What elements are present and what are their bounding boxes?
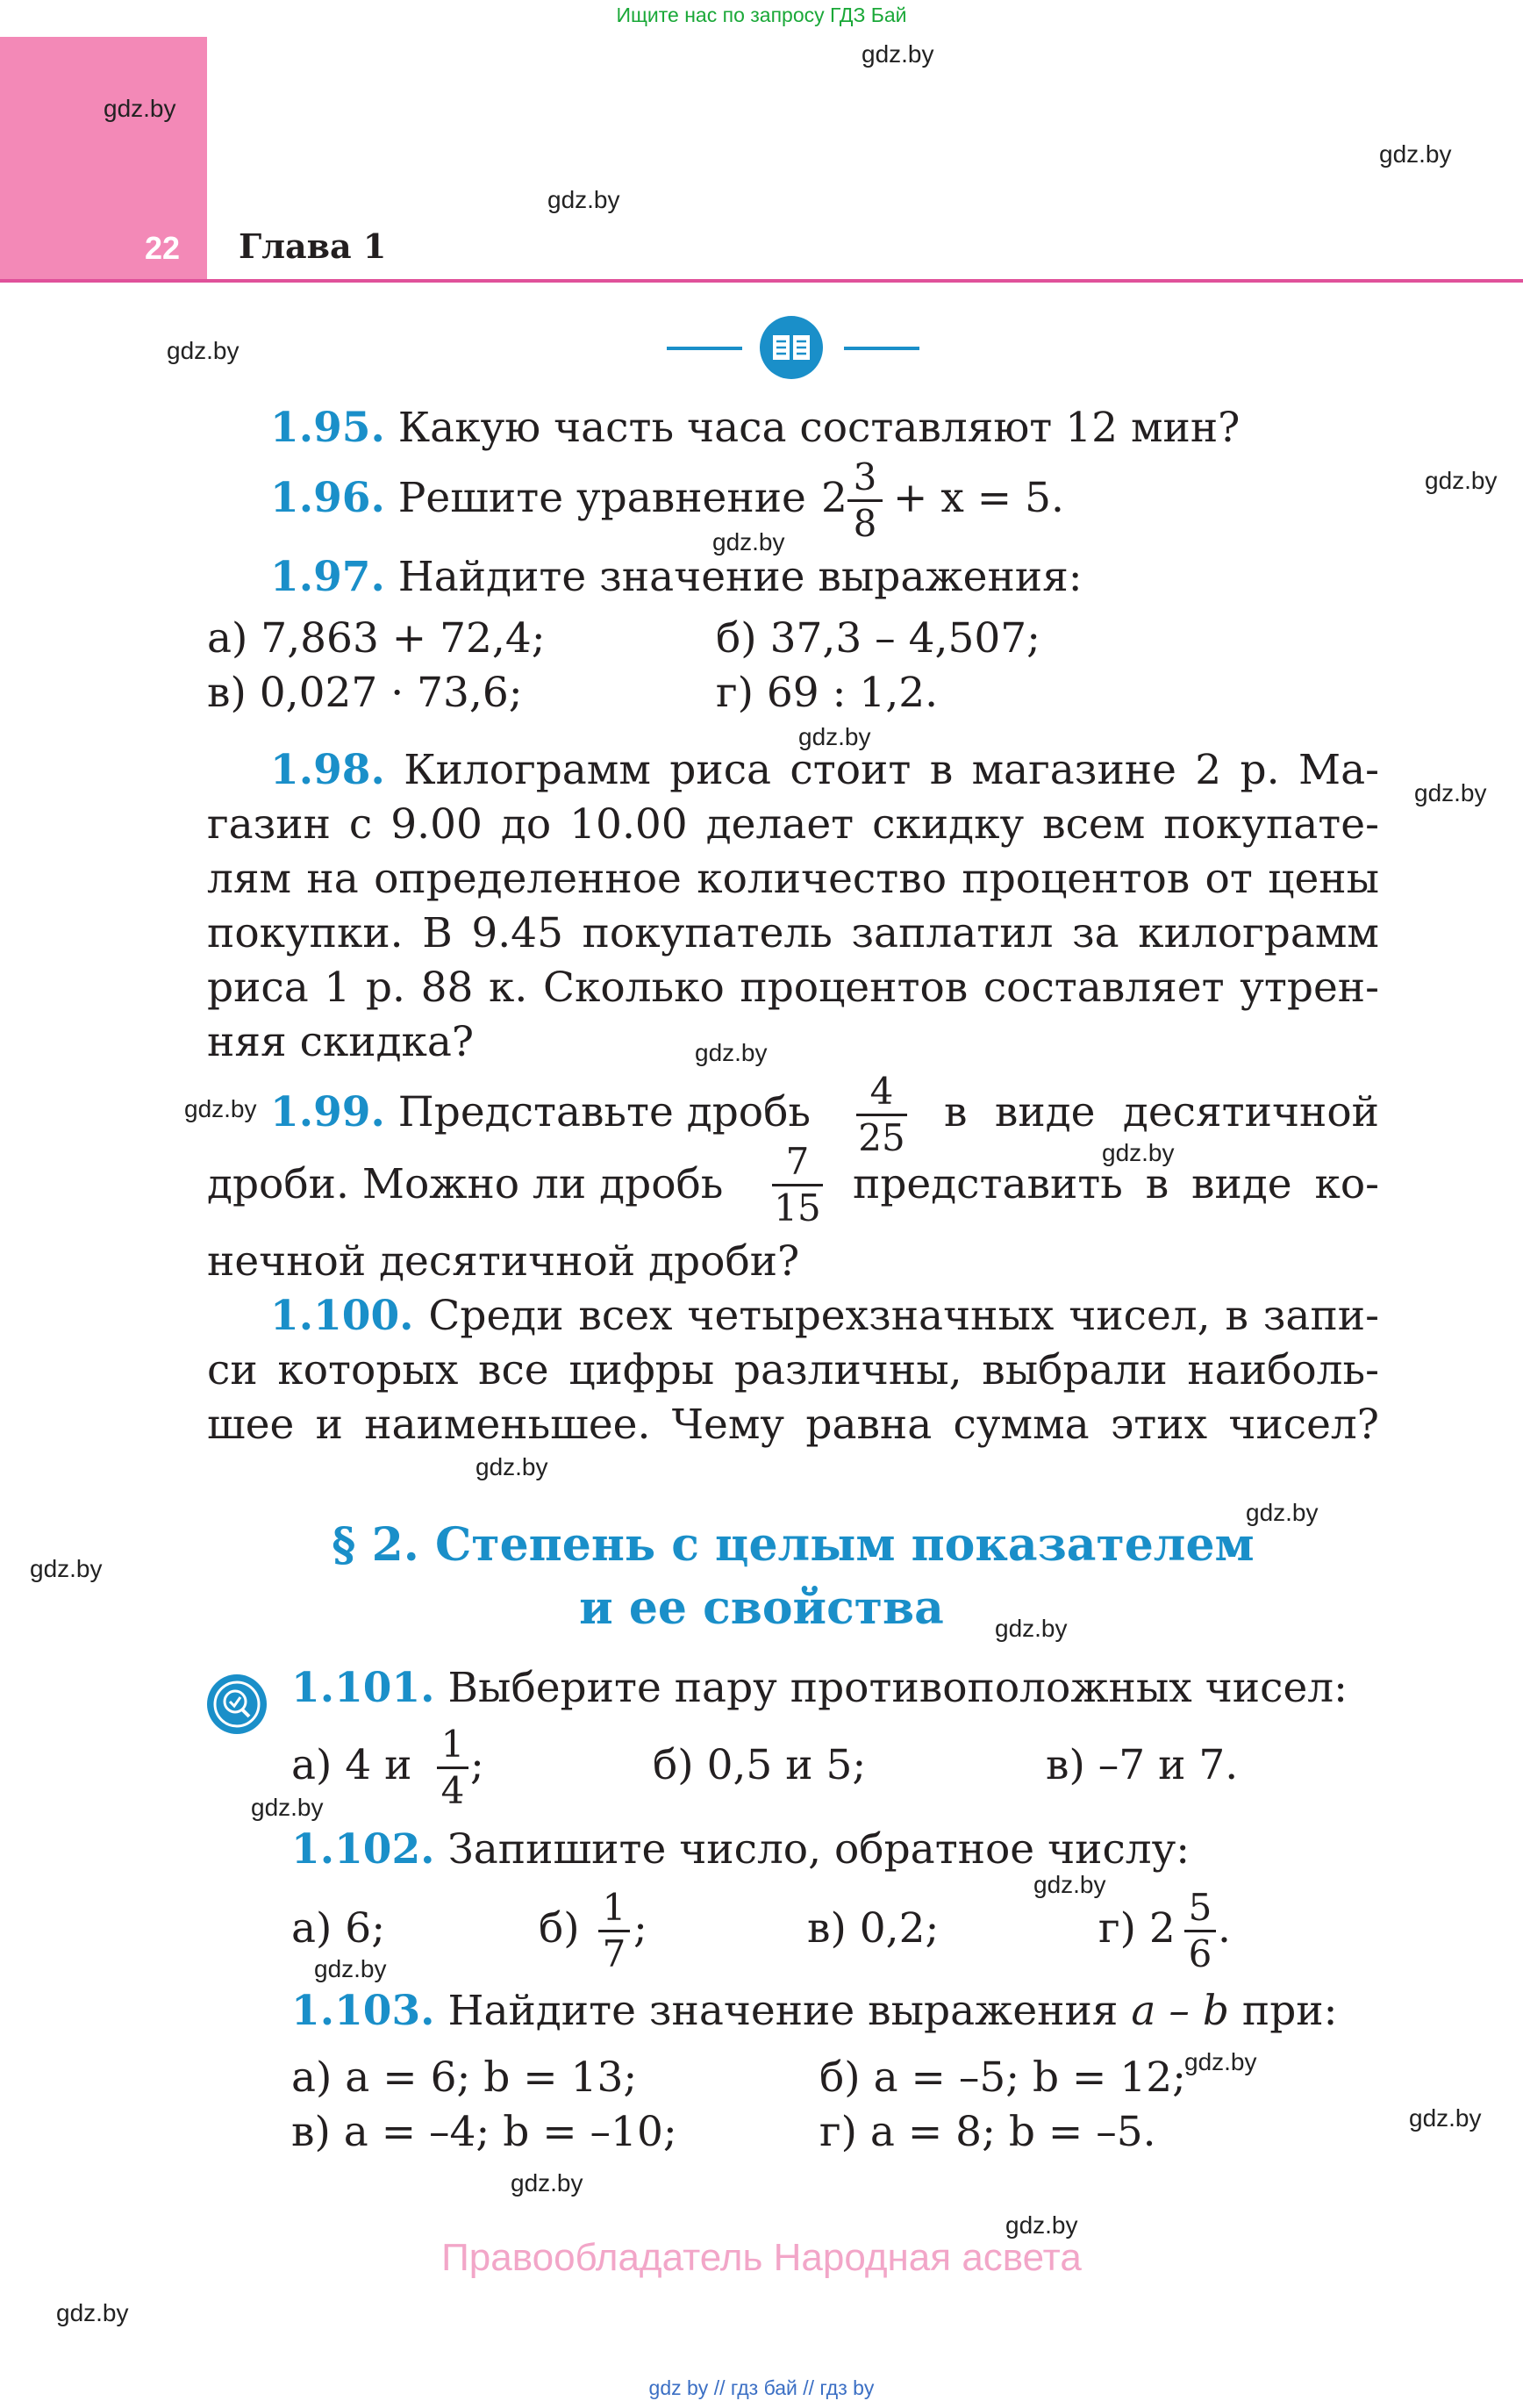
problem-number: 1.101.	[291, 1664, 435, 1712]
problem-number: 1.99.	[270, 1088, 385, 1136]
watermark: gdz.by	[862, 40, 934, 68]
watermark: gdz.by	[167, 337, 240, 364]
watermark: gdz.by	[56, 2299, 129, 2326]
problem-text: Какую часть часа составляют 12 мин?	[397, 404, 1241, 452]
mixed-number-whole: 2	[821, 474, 847, 522]
open-book-icon	[760, 316, 823, 379]
problem-1-96	[270, 474, 806, 522]
problem-1-97	[270, 553, 1083, 601]
answer-option-a: а) a = 6; b = 13;	[291, 2053, 638, 2102]
fraction-denominator: 4	[440, 1769, 465, 1812]
fraction-denominator: 25	[858, 1116, 905, 1159]
fraction-numerator: 3	[853, 455, 877, 498]
problem-number: 1.96.	[270, 474, 385, 522]
problem-text: дроби. Можно ли дробь	[207, 1160, 724, 1208]
problem-text: Килограмм риса стоит в магазине 2 р. Ма-	[404, 746, 1379, 794]
answer-option-a: а) 4 и	[291, 1741, 412, 1789]
problem-text: Среди всех четырехзначных чисел, в запи-	[428, 1292, 1379, 1340]
watermark: gdz.by	[251, 1794, 324, 1821]
problem-text: Найдите значение выражения:	[397, 553, 1083, 601]
problem-1-98-line-2: газин с 9.00 до 10.00 делает скидку всем покупате-	[207, 800, 1379, 849]
fraction-7-15	[772, 1140, 823, 1229]
problem-1-101	[291, 1664, 1348, 1712]
watermark: gdz.by	[511, 2169, 583, 2197]
problem-1-100-line-2: си которых все цифры различны, выбрали наиболь-	[207, 1346, 1379, 1394]
watermark: gdz.by	[712, 528, 785, 555]
watermark: gdz.by	[995, 1615, 1068, 1642]
section-title-line-1: § 2. Степень с целым показателем	[332, 1518, 1255, 1572]
watermark: gdz.by	[547, 186, 620, 213]
answer-option-d: г) 69 : 1,2.	[716, 669, 939, 717]
problem-1-100-line-1	[270, 1292, 1379, 1340]
divider-line-left	[667, 347, 742, 350]
answer-option-b: б) a = –5; b = 12;	[819, 2053, 1187, 2102]
fraction-numerator: 5	[1188, 1886, 1212, 1929]
problem-1-100-line-3: шее и наименьшее. Чему равна сумма этих чисел?	[207, 1401, 1379, 1449]
watermark: gdz.by	[1184, 2048, 1257, 2075]
watermark: gdz.by	[314, 1955, 387, 1982]
problem-1-98-line-6: няя скидка?	[207, 1018, 475, 1066]
punctuation: ;	[470, 1741, 484, 1789]
answer-option-c: в) 0,027 · 73,6;	[207, 669, 523, 717]
fraction-denominator: 7	[602, 1932, 626, 1975]
watermark: gdz.by	[1033, 1871, 1106, 1898]
answer-option-a: а) 7,863 + 72,4;	[207, 614, 546, 663]
answer-option-b: б) 0,5 и 5;	[653, 1741, 867, 1789]
divider-line-right	[844, 347, 919, 350]
watermark: gdz.by	[1102, 1139, 1175, 1166]
problem-text: в виде десятичной	[944, 1088, 1379, 1136]
watermark: gdz.by	[184, 1095, 257, 1122]
expression: a – b	[1131, 1987, 1229, 2035]
problem-1-103	[291, 1987, 1337, 2035]
watermark: gdz.by	[1414, 779, 1487, 806]
answer-option-c: в) 0,2;	[807, 1904, 940, 1953]
watermark: gdz.by	[475, 1453, 548, 1480]
problem-1-95	[270, 404, 1240, 452]
problem-number: 1.100.	[270, 1292, 414, 1340]
problem-text: нечной десятичной дроби?	[207, 1237, 800, 1286]
fraction-numerator: 1	[602, 1886, 626, 1929]
problem-number: 1.102.	[291, 1825, 435, 1874]
fraction-1-4	[437, 1725, 468, 1810]
problem-text: Выберите пару противоположных чисел:	[447, 1664, 1348, 1712]
problem-text-tail: при:	[1241, 1987, 1338, 2035]
equation-tail: + x = 5.	[893, 474, 1064, 522]
watermark: gdz.by	[695, 1039, 768, 1066]
search-banner[interactable]: Ищите нас по запросу ГДЗ Бай	[616, 4, 907, 26]
problem-1-99	[270, 1088, 811, 1136]
fraction-denominator: 8	[853, 502, 877, 545]
problem-number: 1.98.	[270, 746, 385, 794]
footer-links[interactable]: gdz by // гдз бай // гдз by	[648, 2376, 875, 2399]
problem-1-98-line-1	[270, 746, 1379, 794]
watermark: gdz.by	[1246, 1499, 1319, 1526]
problem-text: Запишите число, обратное числу:	[447, 1825, 1191, 1874]
watermark: gdz.by	[1425, 467, 1498, 494]
problem-text: Найдите значение выражения	[447, 1987, 1119, 2035]
answer-option-b: б)	[539, 1904, 580, 1953]
answer-option-a: а) 6;	[291, 1904, 386, 1953]
fraction-denominator: 15	[774, 1186, 821, 1229]
header-divider	[0, 279, 1523, 283]
section-title-line-2: и ее свойства	[579, 1581, 944, 1635]
answer-option-d: г) a = 8; b = –5.	[819, 2108, 1156, 2156]
page-number: 22	[145, 230, 181, 266]
fraction-denominator: 6	[1188, 1932, 1212, 1975]
fraction-numerator: 1	[440, 1723, 465, 1766]
problem-1-98-line-5: риса 1 р. 88 к. Сколько процентов составляет утрен-	[207, 964, 1379, 1012]
copyright-owner: Правообладатель Народная асвета	[441, 2236, 1082, 2279]
problem-1-102	[291, 1825, 1190, 1874]
punctuation: ;	[633, 1904, 647, 1953]
fraction-5-6	[1184, 1888, 1216, 1974]
problem-number: 1.97.	[270, 553, 385, 601]
answer-option-c: в) a = –4; b = –10;	[291, 2108, 677, 2156]
fraction-1-7	[598, 1888, 630, 1974]
problem-text: представить в виде ко-	[853, 1160, 1379, 1208]
watermark: gdz.by	[798, 723, 871, 750]
problem-number: 1.103.	[291, 1987, 435, 2035]
watermark: gdz.by	[1005, 2211, 1078, 2239]
watermark: gdz.by	[30, 1555, 103, 1582]
watermark: gdz.by	[1379, 140, 1452, 168]
answer-option-b: б) 37,3 – 4,507;	[716, 614, 1040, 663]
punctuation: .	[1218, 1904, 1231, 1953]
problem-text: Представьте дробь	[397, 1088, 811, 1136]
problem-number: 1.95.	[270, 404, 385, 452]
fraction-3-8	[847, 455, 883, 545]
fraction-numerator: 7	[785, 1140, 810, 1183]
check-magnifier-icon	[207, 1674, 267, 1734]
problem-text: Решите уравнение	[397, 474, 806, 522]
watermark: gdz.by	[1409, 2104, 1482, 2132]
fraction-4-25	[856, 1072, 907, 1157]
chapter-title: Глава 1	[239, 226, 387, 266]
problem-1-98-line-3: лям на определенное количество процентов от цены	[207, 855, 1379, 903]
problem-1-98-line-4: покупки. В 9.45 покупатель заплатил за килограмм	[207, 909, 1379, 957]
answer-option-c: в) –7 и 7.	[1046, 1741, 1239, 1789]
answer-option-d: г) 2	[1098, 1904, 1176, 1953]
fraction-numerator: 4	[869, 1070, 894, 1113]
watermark: gdz.by	[104, 95, 176, 122]
